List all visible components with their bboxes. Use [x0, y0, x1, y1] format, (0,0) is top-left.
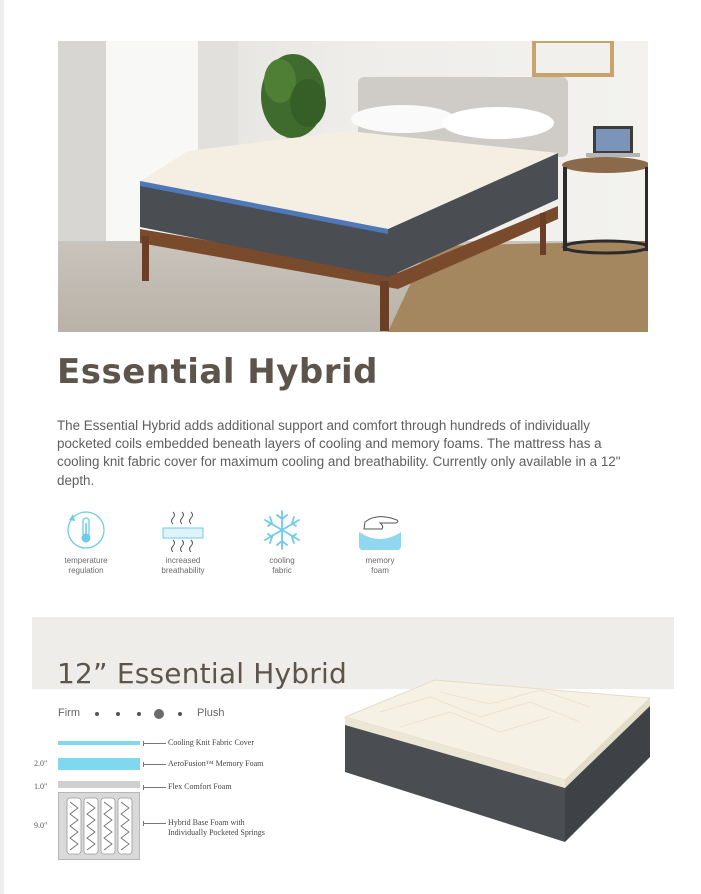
layer-label: Flex Comfort Foam [168, 782, 232, 791]
layer-depth: 9.0" [34, 821, 48, 830]
cover-layer-bar [58, 741, 140, 745]
feature-label: memory foam [365, 556, 395, 575]
firmness-dot [116, 712, 120, 716]
mattress-render [340, 672, 675, 852]
feature-breathability [143, 508, 223, 576]
firmness-dot [137, 712, 141, 716]
firm-label: Firm [58, 707, 80, 719]
memory-foam-layer-bar [58, 758, 140, 770]
thermometer-icon [61, 508, 111, 552]
layer-label: Cooling Knit Fabric Cover [168, 738, 254, 747]
layer-pointer [144, 743, 166, 744]
bedroom-photo [58, 41, 648, 332]
feature-temperature [46, 508, 126, 576]
feature-label: increased breathability [161, 556, 205, 575]
layer-pointer [144, 787, 166, 788]
page-edge [0, 0, 4, 894]
snowflake-icon [257, 508, 307, 552]
layer-label: Hybrid Base Foam with Individually Pocketed Springs [168, 818, 265, 837]
product-description: The Essential Hybrid adds additional support and comfort through hundreds of individually pocketed coils embedded beneath layers of cooling and memory foams. The mattress has a cooling knit fabric cover for maximum cooling and breathability. Currently only available in a 12" depth. [57, 418, 621, 488]
layer-label: AeroFusion™ Memory Foam [168, 759, 264, 768]
plush-label: Plush [197, 707, 225, 719]
layer-pointer [144, 823, 166, 824]
firmness-indicator [154, 709, 164, 719]
layer-depth: 1.0" [34, 782, 48, 791]
feature-label: temperature regulation [64, 556, 108, 575]
feature-memory-foam [340, 508, 420, 576]
layer-depth: 2.0" [34, 759, 48, 768]
coil-springs-icon [59, 793, 139, 859]
comfort-foam-layer-bar [58, 781, 140, 788]
firmness-dot [178, 712, 182, 716]
spec-title: 12” Essential Hybrid [57, 657, 347, 690]
feature-label: cooling fabric [269, 556, 295, 575]
breathability-icon [158, 508, 208, 552]
pocketed-springs-layer [58, 792, 140, 860]
layer-pointer [144, 764, 166, 765]
feature-cooling [242, 508, 322, 576]
hand-foam-icon [355, 508, 405, 552]
product-title: Essential Hybrid [57, 352, 379, 392]
firmness-dot [95, 712, 99, 716]
